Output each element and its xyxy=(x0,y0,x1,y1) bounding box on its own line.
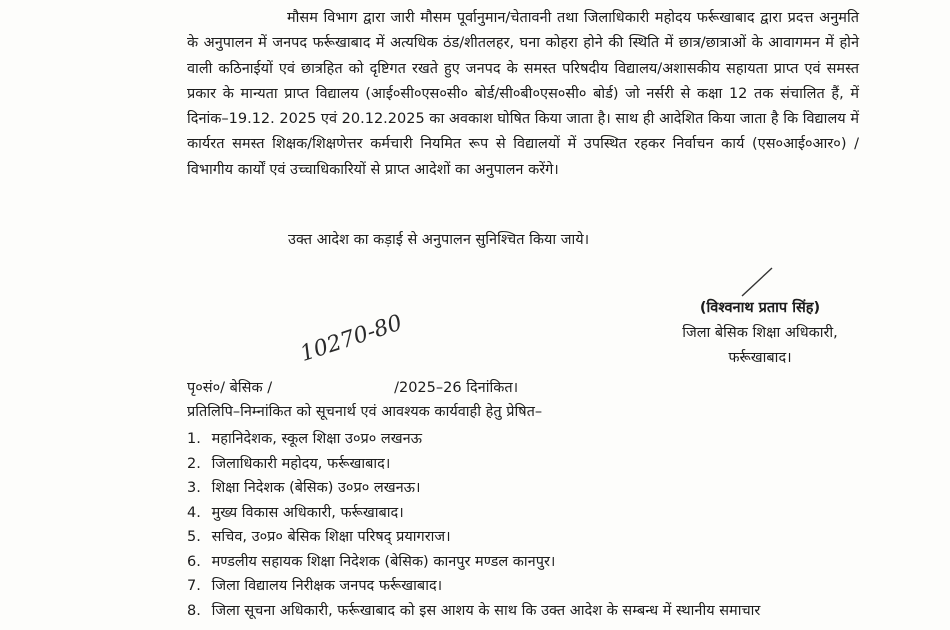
list-item: 8. जिला सूचना अधिकारी, फर्रूखाबाद को इस आशय के साथ कि उक्त आदेश के सम्बन्ध में स्थानीय समाचार xyxy=(187,602,761,619)
compliance-line: उक्त आदेश का कड़ाई से अनुपालन सुनिश्चित किया जाये। xyxy=(288,232,590,248)
list-item: 1. महानिदेशक, स्कूल शिक्षा उ०प्र० लखनऊ xyxy=(187,431,423,447)
handwritten-dispatch-number: 10270-80 xyxy=(297,310,406,367)
copy-to-list xyxy=(187,427,887,623)
signatory-place: फर्रूखाबाद। xyxy=(728,350,792,366)
list-item: 6. मण्डलीय सहायक शिक्षा निदेशक (बेसिक) कानपुर मण्डल कानपुर। xyxy=(187,553,556,570)
reference-line xyxy=(187,376,687,401)
reference-suffix: /2025–26 दिनांकित। xyxy=(394,380,519,396)
list-item: 7. जिला विद्यालय निरीक्षक जनपद फर्रूखाबाद। xyxy=(187,578,443,594)
order-paragraph: मौसम विभाग द्वारा जारी मौसम पूर्वानुमान/चेतावनी तथा जिलाधिकारी महोदय फर्रूखाबाद द्वारा प्रदत्त अनुमति के अनुपालन में जनपद फर्रूखाबाद में अत्यधिक ठंड/शीतलहर, घना कोहरा होने की स्थिति में छात्र/छात्राओं के आवागमन में होने वाली कठिनाईयों एवं छात्रहित को दृष्टिगत रखते हुए जनपद के समस्त परिषदीय विद्यालय/अशासकीय सहायता प्राप्त एवं समस्त प्रकार के मान्यता प्राप्त विद्यालय (आई०सी०एस०सी० बोर्ड/सी०बी०एस०सी० बोर्ड) जो नर्सरी से कक्षा 12 तक संचालित हैं, में दिनांक–19.12. 2025 एवं 20.12.2025 का अवकाश घोषित किया जाता है। साथ ही आदेशित किया जाता है कि विद्यालय में कार्यरत समस्त शिक्षक/शिक्षणेत्तर कर्मचारी नियमित रूप से विद्यालयों में उपस्थित रहकर निर्वाचन कार्य (एस०आई०आर०) / विभागीय कार्यों एवं उच्चाधिकारियों से प्राप्त आदेशों का अनुपालन करेंगे। xyxy=(187,10,859,178)
list-item: 3. शिक्षा निदेशक (बेसिक) उ०प्र० लखनऊ। xyxy=(187,480,421,496)
copy-to-heading: प्रतिलिपि–निम्नांकित को सूचनार्थ एवं आवश्यक कार्यवाही हेतु प्रेषित– xyxy=(187,404,543,420)
signature-block xyxy=(640,296,880,371)
list-item: 4. मुख्य विकास अधिकारी, फर्रूखाबाद। xyxy=(187,504,404,521)
list-item: 2. जिलाधिकारी महोदय, फर्रूखाबाद। xyxy=(187,455,391,472)
signatory-name: (विश्वनाथ प्रताप सिंह) xyxy=(699,300,821,316)
list-item: 5. सचिव, उ०प्र० बेसिक शिक्षा परिषद् प्रयागराज। xyxy=(187,529,451,545)
reference-prefix: पृ०सं०/ बेसिक / xyxy=(187,380,273,396)
signatory-designation: जिला बेसिक शिक्षा अधिकारी, xyxy=(682,325,838,341)
